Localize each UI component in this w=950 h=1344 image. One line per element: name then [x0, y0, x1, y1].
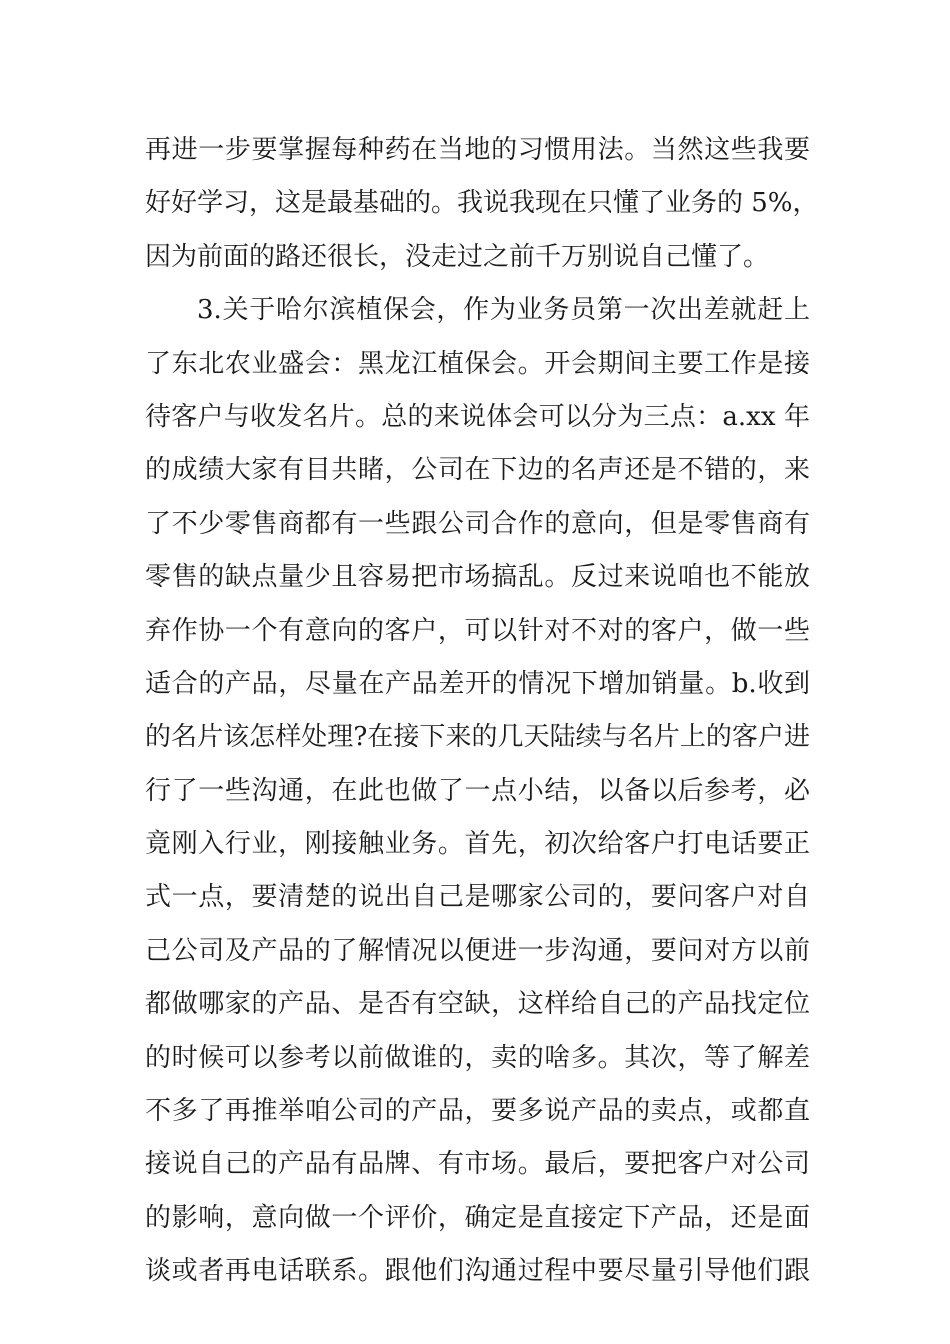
- text-line: 弃作协一个有意向的客户，可以针对不对的客户，做一些: [145, 615, 810, 646]
- text-line: 接说自己的产品有品牌、有市场。最后，要把客户对公司: [145, 1149, 810, 1180]
- text-line: 的时候可以参考以前做谁的，卖的啥多。其次，等了解差: [145, 1042, 810, 1073]
- text-line: 己公司及产品的了解情况以便进一步沟通，要问对方以前: [145, 935, 810, 966]
- text-line: 适合的产品，尽量在产品差开的情况下增加销量。b.收到: [145, 668, 810, 699]
- text-line: 好好学习，这是最基础的。我说我现在只懂了业务的 5%，: [145, 188, 819, 219]
- text-line: 因为前面的路还很长，没走过之前千万别说自己懂了。: [145, 241, 770, 272]
- text-line: 的影响，意向做一个评价，确定是直接定下产品，还是面: [145, 1202, 810, 1233]
- document-body: [145, 124, 819, 1299]
- text-line: 再进一步要掌握每种药在当地的习惯用法。当然这些我要: [145, 135, 810, 165]
- text-line: 零售的缺点量少且容易把市场搞乱。反过来说咱也不能放: [145, 562, 810, 593]
- text-line: 都做哪家的产品、是否有空缺，这样给自己的产品找定位: [145, 989, 810, 1020]
- paragraph-first-line: 3.关于哈尔滨植保会，作为业务员第一次出差就赶上: [197, 295, 810, 326]
- text-line: 谈或者再电话联系。跟他们沟通过程中要尽量引导他们跟: [145, 1256, 810, 1287]
- text-line: 的成绩大家有目共睹，公司在下边的名声还是不错的，来: [145, 455, 810, 486]
- text-line: 式一点，要清楚的说出自己是哪家公司的，要问客户对自: [145, 882, 810, 913]
- text-line: 了不少零售商都有一些跟公司合作的意向，但是零售商有: [145, 508, 810, 539]
- text-line: 不多了再推举咱公司的产品，要多说产品的卖点，或都直: [145, 1096, 810, 1127]
- text-line: 了东北农业盛会：黑龙江植保会。开会期间主要工作是接: [145, 348, 810, 379]
- text-line: 的名片该怎样处理?在接下来的几天陆续与名片上的客户进: [145, 722, 810, 753]
- text-line: 竟刚入行业，刚接触业务。首先，初次给客户打电话要正: [145, 829, 810, 860]
- text-line: 待客户与收发名片。总的来说体会可以分为三点：a.xx 年: [145, 401, 810, 432]
- text-line: 行了一些沟通，在此也做了一点小结，以备以后参考，必: [145, 775, 810, 806]
